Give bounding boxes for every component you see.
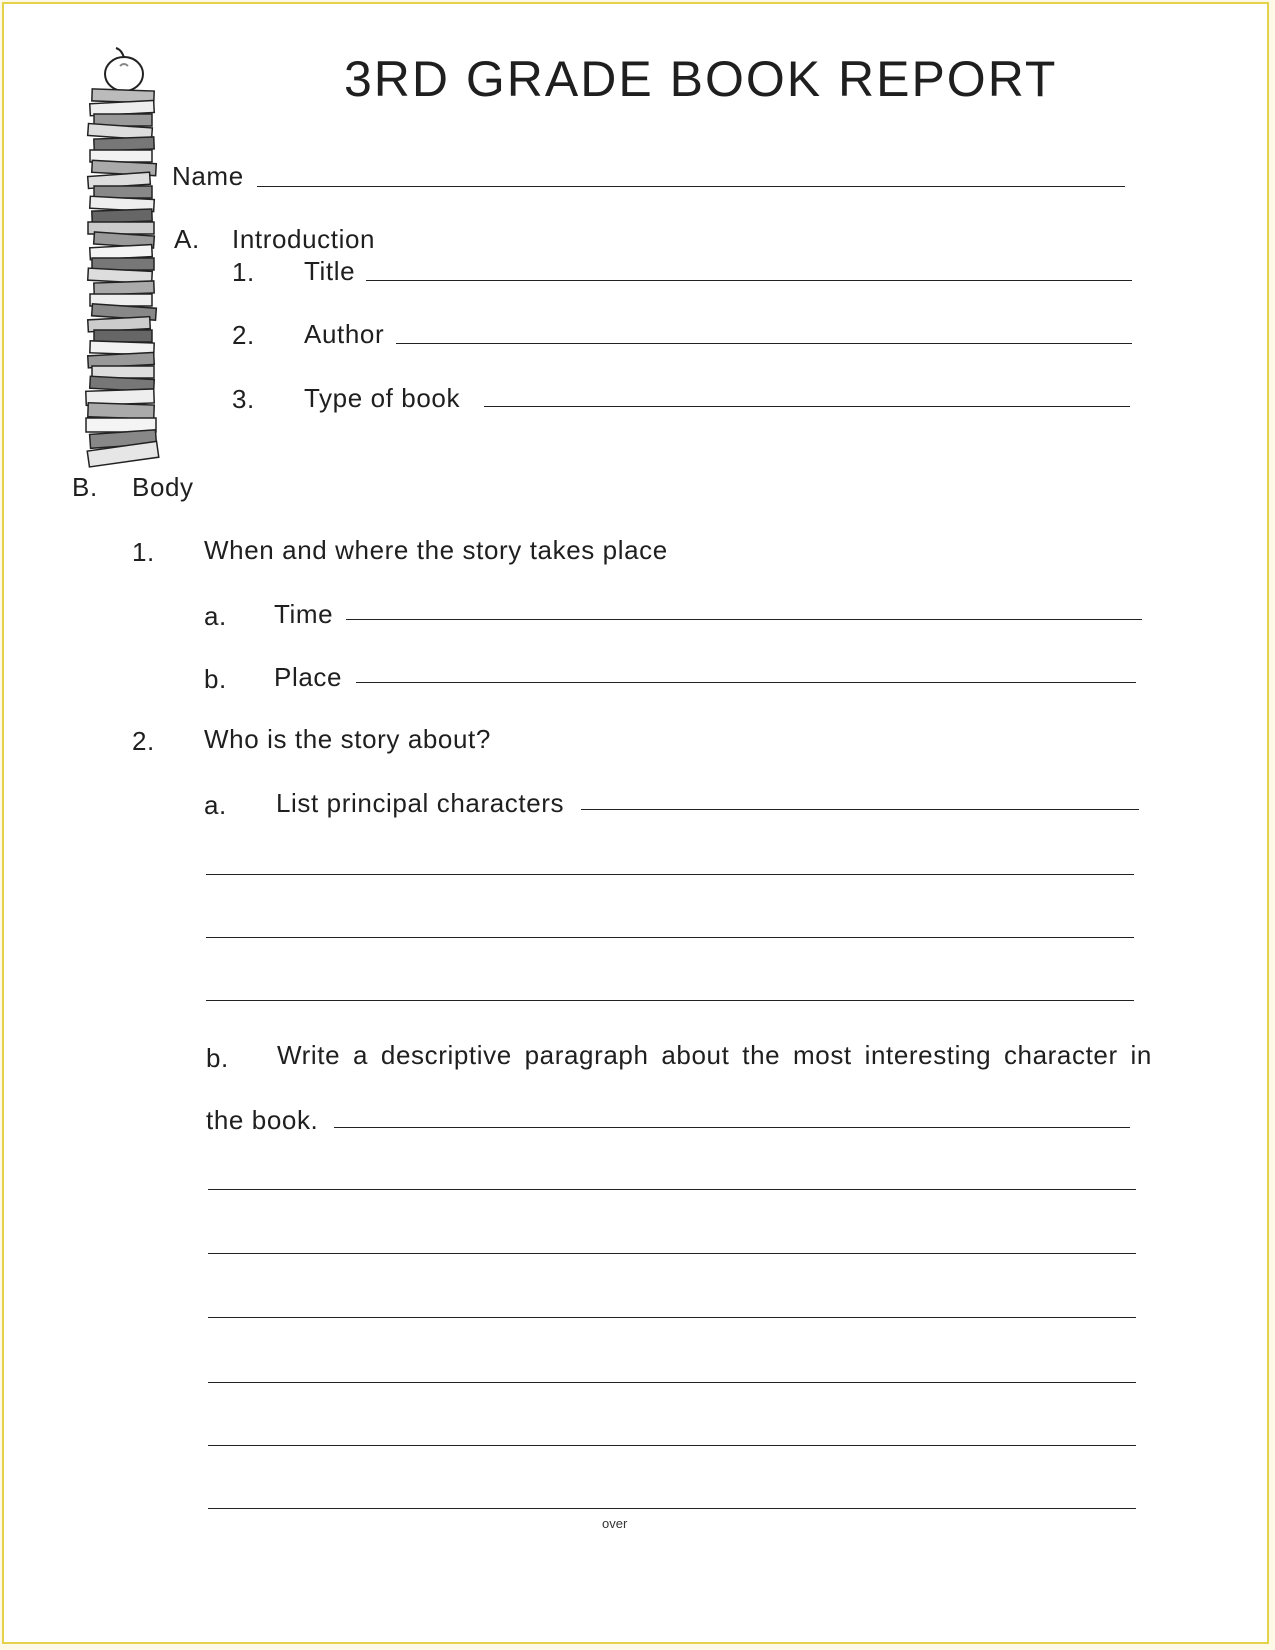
author-item-number: 2. bbox=[232, 320, 255, 350]
question-2-text: Who is the story about? bbox=[204, 724, 491, 754]
title-answer-line[interactable] bbox=[366, 280, 1132, 281]
paragraph-prompt-line-1: Write a descriptive paragraph about the most interesting character in bbox=[277, 1040, 1152, 1070]
place-item-label: Place bbox=[274, 662, 343, 692]
paragraph-answer-line[interactable] bbox=[208, 1189, 1136, 1190]
paragraph-answer-line[interactable] bbox=[208, 1508, 1136, 1509]
paragraph-prompt-line-2: the book. bbox=[206, 1105, 319, 1135]
characters-answer-line[interactable] bbox=[581, 809, 1139, 810]
paragraph-item-letter: b. bbox=[206, 1043, 229, 1073]
type-of-book-answer-line[interactable] bbox=[484, 406, 1130, 407]
title-item-label: Title bbox=[304, 256, 356, 286]
paragraph-answer-line[interactable] bbox=[208, 1253, 1136, 1254]
time-item-label: Time bbox=[274, 599, 334, 629]
characters-item-label: List principal characters bbox=[276, 788, 565, 818]
characters-item-letter: a. bbox=[204, 790, 227, 820]
author-item-label: Author bbox=[304, 319, 385, 349]
characters-answer-line[interactable] bbox=[206, 874, 1134, 875]
type-item-label: Type of book bbox=[304, 383, 461, 413]
section-a-letter: A. bbox=[174, 224, 200, 254]
time-item-letter: a. bbox=[204, 601, 227, 631]
footer-over: over bbox=[602, 1516, 628, 1531]
paragraph-answer-line[interactable] bbox=[208, 1445, 1136, 1446]
question-2-number: 2. bbox=[132, 726, 155, 756]
paragraph-answer-line[interactable] bbox=[334, 1127, 1130, 1128]
section-b-letter: B. bbox=[72, 472, 98, 502]
title-item-number: 1. bbox=[232, 257, 255, 287]
stack-of-books-with-apple-icon bbox=[84, 44, 164, 484]
paragraph-answer-line[interactable] bbox=[208, 1317, 1136, 1318]
time-answer-line[interactable] bbox=[346, 619, 1142, 620]
section-a-heading: Introduction bbox=[232, 224, 376, 254]
author-answer-line[interactable] bbox=[396, 343, 1132, 344]
section-b-heading: Body bbox=[132, 472, 194, 502]
characters-answer-line[interactable] bbox=[206, 937, 1134, 938]
name-label: Name bbox=[172, 161, 244, 191]
type-item-number: 3. bbox=[232, 384, 255, 414]
place-item-letter: b. bbox=[204, 664, 227, 694]
page-title: 3RD GRADE BOOK REPORT bbox=[344, 51, 1058, 107]
characters-answer-line[interactable] bbox=[206, 1000, 1134, 1001]
place-answer-line[interactable] bbox=[356, 682, 1136, 683]
worksheet-page bbox=[2, 2, 1269, 1644]
name-answer-line[interactable] bbox=[257, 186, 1125, 187]
question-1-text: When and where the story takes place bbox=[204, 535, 668, 565]
question-1-number: 1. bbox=[132, 537, 155, 567]
paragraph-answer-line[interactable] bbox=[208, 1382, 1136, 1383]
